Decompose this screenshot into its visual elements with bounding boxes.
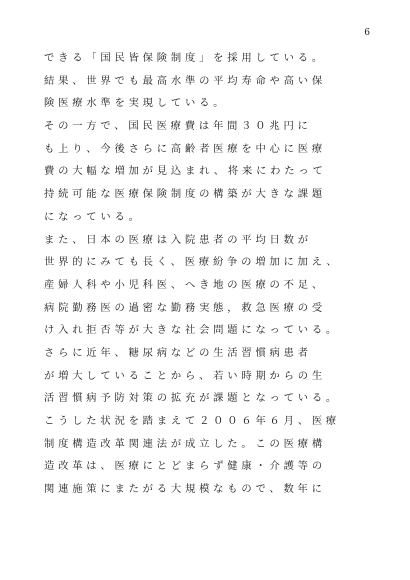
text-line: け入れ拒否等が大きな社会問題になっている。	[44, 324, 341, 337]
text-line: 関連施策にまたがる大規模なもので、数年に	[44, 483, 326, 496]
text-line: 持続可能な医療保険制度の構築が大きな課題	[44, 188, 326, 201]
text-line: 世界的にみても長く、医療紛争の増加に加え、	[44, 256, 341, 269]
text-line: 造改革は、医療にとどまらず健康・介護等の	[44, 460, 326, 473]
text-line: 険医療水準を実現している。	[44, 97, 228, 110]
text-line: また、日本の医療は入院患者の平均日数が	[44, 233, 312, 246]
text-line: こうした状況を踏まえて２００６年６月、医療	[44, 415, 341, 427]
text-line: その一方で、国民医療費は年間３０兆円に	[44, 120, 312, 133]
page-number: 6	[364, 28, 370, 38]
text-line: 結果、世界でも最高水準の平均寿命や高い保	[44, 74, 326, 87]
text-line: さらに近年、糖尿病などの生活習慣病患者	[44, 346, 312, 359]
text-line: 活習慣病予防対策の拡充が課題となっている。	[44, 392, 341, 405]
text-line: できる「国民皆保険制度」を採用している。	[44, 52, 326, 64]
text-line: 制度構造改革関連法が成立した。この医療構	[44, 437, 326, 450]
text-line: 病院勤務医の過密な勤務実態，救急医療の受	[44, 301, 326, 314]
text-line: 費の大幅な増加が見込まれ、将来にわたって	[44, 165, 327, 178]
text-line: も上り、今後さらに高齢者医療を中心に医療	[44, 142, 326, 155]
body-text	[44, 47, 379, 501]
text-line: になっている。	[44, 210, 143, 223]
text-line: 産婦人科や小児科医、へき地の医療の不足、	[44, 278, 326, 291]
text-line: が増大していることから、若い時期からの生	[44, 369, 326, 382]
